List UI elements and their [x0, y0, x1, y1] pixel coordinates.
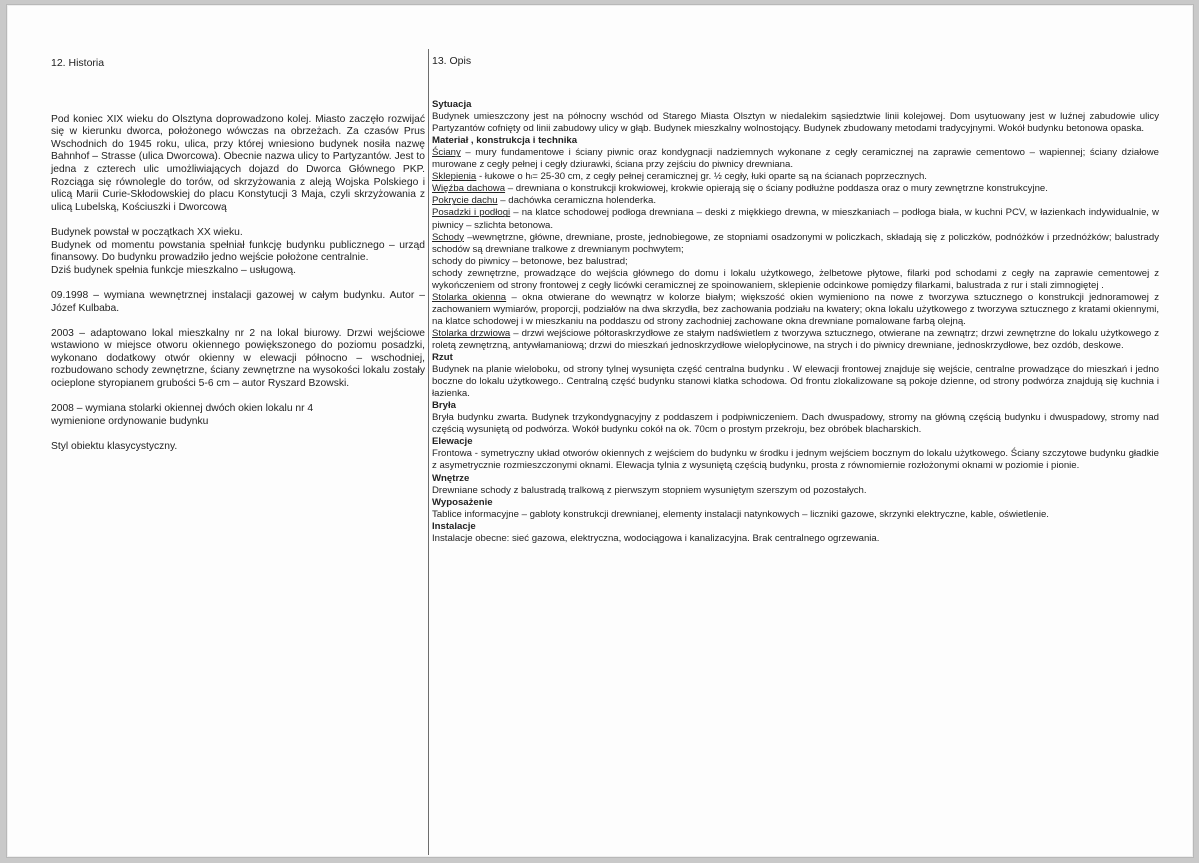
section-material-heading: Materiał , konstrukcja i technika — [432, 135, 578, 147]
item-pokrycie-label: Pokrycie dachu — [432, 195, 498, 207]
description-column — [432, 55, 1159, 545]
item-schody-text: –wewnętrzne, główne, drewniane, proste, jednobiegowe, ze stopniami osadzonymi w policzkach, składają się z policzków, podnóżków i przednóżków; balustrady schodów są drewniane tralkowe z drewnianym pochwytem; schody do piwnicy – betonowe, bez balustrad; schody zewnętrzne, prowadzące do wejścia głównego do domu i lokalu użytkowego, żelbetowe płytowe, filarki pod schodami z cegły na zaprawie cementowej z wykończeniem od strony frontowej z cegły licówki ceramicznej ze spoinowaniem, sklepienie odcinkowe pomiędzy filarkami, balustrada z rur i stali zimnogiętej . — [432, 231, 1159, 291]
item-posadzki-label: Posadzki i podłogi — [432, 207, 511, 219]
history-paragraph-today: Dziś budynek spełnia funkcje mieszkalno – usługową. — [51, 264, 296, 276]
section-wyposazenie-heading: Wyposażenie — [432, 496, 493, 508]
document-page — [6, 4, 1194, 858]
section-elewacje-text: Frontowa - symetryczny układ otworów okiennych z wejściem do budynku w środku i jednym wejściem bocznym do lokalu użytkowego. Ściany szczytowe budynku gładkie z asymetrycznie rozmieszczonymi oknami. Elewacja tylnia z wysuniętą częścią budynku, prosta z równomiernie rozłożonymi oknami w poziomie i pionie. — [432, 448, 1159, 472]
section-bryla-text: Bryła budynku zwarta. Budynek trzykondygnacyjny z poddaszem i podpiwniczeniem. Dach dwuspadowy, stromy na główną częścią budynku i dwuspadowy, stromy nad częścią wysuniętą od podwórza. Wokół budynku cokół na ok. 70cm o prostym przekroju, bez obróbek blacharskich. — [432, 412, 1159, 436]
item-stolarka-okienna-text: – okna otwierane do wewnątrz w kolorze białym; większość okien wymieniono na nowe z tworzywa sztucznego o konstrukcji jednoramowej z zachowaniem wymiarów, proporcji, podziałów na dwa skrzydła, bez zachowania podziału na kwatery; okna lokalu użytkowego z tworzywa sztucznego z kratami okiennymi, na klatce schodowej i w mieszkaniu na poddaszu od strony zachodniej zachowane okna drewniane pomalowane farbą olejną. — [432, 291, 1159, 327]
history-entry-2008: 2008 – wymiana stolarki okiennej dwóch okien lokalu nr 4 — [51, 403, 314, 415]
item-sklepienia-label: Sklepienia — [432, 171, 477, 183]
description-heading: 13. Opis — [432, 55, 472, 67]
section-instalacje-text: Instalacje obecne: sieć gazowa, elektryczna, wodociągowa i kanalizacyjna. Brak centralnego ogrzewania. — [432, 532, 880, 544]
section-wyposazenie-text: Tablice informacyjne – gabloty konstrukcji drewnianej, elementy instalacji natynkowych – liczniki gazowe, skrzynki elektryczne, kable, oświetlenie. — [432, 508, 1049, 520]
history-entry-2008-cont: wymienione ordynowanie budynku — [51, 415, 209, 427]
item-sciany — [432, 147, 1159, 171]
history-entry-1998: 09.1998 – wymiana wewnętrznej instalacji gazowej w całym budynku. Autor – Józef Kulbaba. — [51, 289, 425, 314]
item-sklepienia — [432, 171, 1159, 183]
item-stolarka-okienna-label: Stolarka okienna — [432, 291, 507, 303]
item-wiezba — [432, 183, 1159, 195]
section-bryla-heading: Bryła — [432, 400, 456, 412]
item-posadzki-text: – na klatce schodowej podłoga drewniana – deski z miękkiego drewna, w mieszkaniach – podłoga biała, w kuchni PCV, w łazienkach indywidualnie, w piwnicy – szlichta betonowa. — [432, 207, 1159, 231]
section-wnetrze-text: Drewniane schody z balustradą tralkową z pierwszym stopniem wysuniętym szerszym od pozostałych. — [432, 484, 867, 496]
item-stolarka-okienna — [432, 292, 1159, 328]
item-stolarka-drzwiowa-text: – drzwi wejściowe półtoraskrzydłowe ze stałym nadświetlem z tworzywa sztucznego, otwierane na zewnątrz; drzwi zewnętrzne do lokalu użytkowego z roletą zewnętrzną, antywłamaniową; drzwi do mieszkań jednoskrzydłowe wielopłycinowe, na strych i do piwnicy drewniane, jednoskrzydłowe, bez ozdób, deskowe. — [432, 327, 1159, 351]
item-wiezba-text: – drewniana o konstrukcji krokwiowej, krokwie opierają się o ściany podłużne poddasza oraz o mury zewnętrzne konstrukcyjne. — [505, 183, 1048, 195]
history-column — [51, 57, 425, 454]
item-stolarka-drzwiowa-label: Stolarka drzwiowa — [432, 327, 511, 339]
section-instalacje-heading: Instalacje — [432, 520, 476, 532]
item-wiezba-label: Więźba dachowa — [432, 183, 506, 195]
section-elewacje-heading: Elewacje — [432, 436, 473, 448]
history-heading: 12. Historia — [51, 57, 105, 69]
history-paragraph-railway: Pod koniec XIX wieku do Olsztyna doprowadzono kolej. Miasto zaczęło rozwijać się w kierunku dworca, położonego wówczas na obrzeżach. Za czasów Prus Wschodnich do 1945 roku, ulica, przy której wniesiono budynek nosiła nazwę Bahnhof – Strasse (ulica Dworcowa). Obecnie nazwa ulicy to Partyzantów. Jest to jedna z czterech ulic umożliwiających dojazd do Dworca Głównego PKP. Rozciąga się równolegle do torów, od skrzyżowania z aleją Wojska Polskiego i ulicą Marii Curie-Skłodowskiej do placu Konstytucji 3 Maja, czyli skrzyżowania z ulicą Lubelską, Kościuszki i Dworcową — [51, 113, 425, 213]
section-sytuacja-heading: Sytuacja — [432, 99, 472, 111]
section-wnetrze-heading: Wnętrze — [432, 472, 470, 484]
history-style: Styl obiektu klasycystyczny. — [51, 441, 178, 453]
item-posadzki — [432, 207, 1159, 231]
section-sytuacja-text: Budynek umieszczony jest na północny wschód od Starego Miasta Olsztyn w niedalekim sąsiedztwie linii kolejowej. Dom usytuowany jest w luźnej zabudowie ulicy Partyzantów cofnięty od linii zabudowy ulicy w głąb. Budynek mieszkalny wolnostojący. Budynek zbudowany metodami tradycyjnymi. Wokół budynku betonowa opaska. — [432, 111, 1159, 135]
item-pokrycie — [432, 195, 1159, 207]
item-stolarka-drzwiowa — [432, 328, 1159, 352]
item-schody — [432, 232, 1159, 292]
item-pokrycie-text: – dachówka ceramiczna holenderka. — [497, 195, 656, 207]
item-schody-label: Schody — [432, 231, 464, 243]
item-sciany-label: Ściany — [432, 147, 461, 159]
column-divider — [428, 49, 429, 855]
item-sciany-text: – mury fundamentowe i ściany piwnic oraz kondygnacji nadziemnych wykonane z cegły ceramicznej na zaprawie cementowo – wapiennej; ściany działowe murowane z cegły pełnej i cegły dziurawki, ściana przy zejściu do piwnicy drewniana. — [432, 147, 1159, 171]
section-rzut-heading: Rzut — [432, 352, 453, 364]
section-rzut-text: Budynek na planie wieloboku, od strony tylnej wysunięta część centralna budynku . W elewacji frontowej znajduje się wejście, centralne prowadzące do mieszkań i jedno boczne do lokalu użytkowego.. Centralną część budynku stanowi klatka schodowa. Od frontu zlokalizowane są pokoje dzienne, od strony podwórza znajdują się kuchnia i łazienka. — [432, 364, 1159, 400]
history-paragraph-built: Budynek powstał w początkach XX wieku. — [51, 226, 243, 238]
history-paragraph-function: Budynek od momentu powstania spełniał funkcję budynku publicznego – urząd finansowy. Do budynku prowadziło jedno wejście położone centralnie. — [51, 239, 425, 264]
item-sklepienia-text: - łukowe o hₗ= 25-30 cm, z cegły pełnej ceramicznej gr. ½ cegły, łuki oparte są na ścianach poprzecznych. — [476, 171, 927, 183]
history-entry-2003: 2003 – adaptowano lokal mieszkalny nr 2 na lokal biurowy. Drzwi wejściowe wstawiono w miejsce otworu okiennego powiększonego do poziomu posadzki, wykonano dodatkowy otwór okienny w elewacji północno – wschodniej, rozbudowano schody zewnętrzne, ściany zewnętrzne na wysokości lokalu zostały ocieplone styropianem grubości 5-6 cm – autor Ryszard Bzowski. — [51, 327, 425, 390]
